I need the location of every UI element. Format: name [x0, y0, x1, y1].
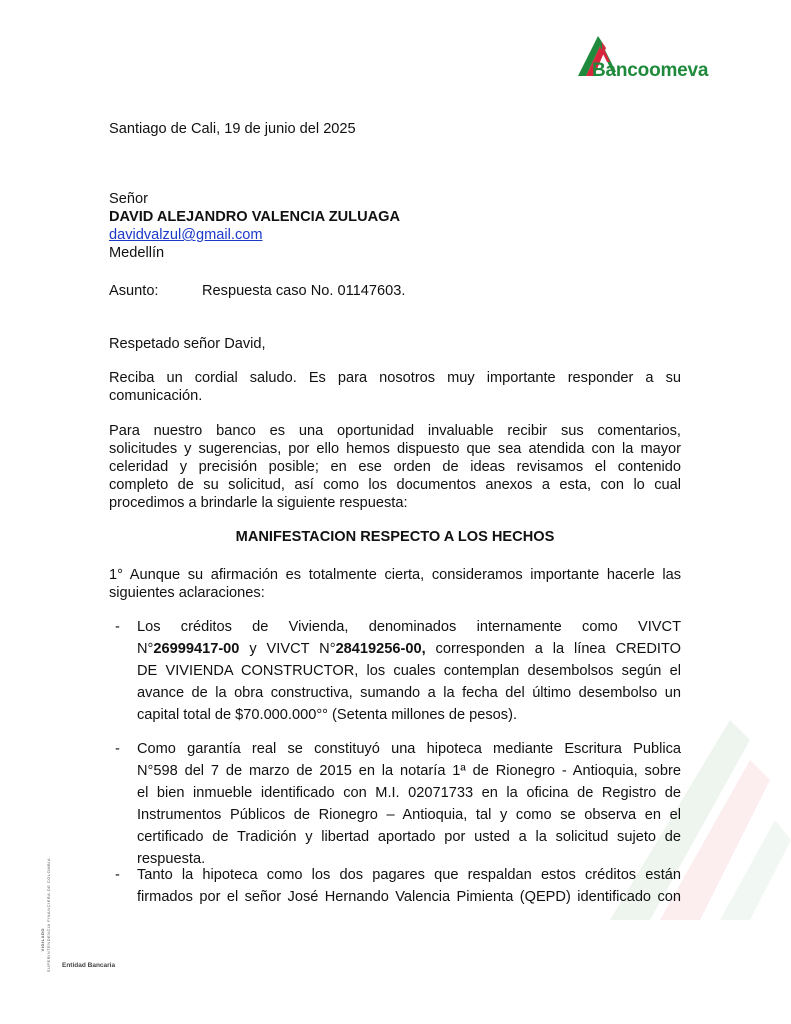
bullet-3 — [137, 864, 681, 908]
recipient-email-link[interactable]: davidvalzul@gmail.com — [109, 227, 263, 243]
text-line: DE VIVIENDA CONSTRUCTOR, los cuales contemplan desembolsos según el — [137, 663, 681, 679]
text-line: certificado de Tradición y libertad aportado por usted a la solicitud sujeto de — [137, 829, 681, 845]
text-line: el bien inmueble identificado con M.I. 02071733 en la oficina de Registro de — [137, 785, 681, 801]
bullet-dash: - — [115, 867, 120, 883]
text-line: N°598 del 7 de marzo de 2015 en la notaría 1ª de Rionegro - Antioquia, sobre — [137, 763, 681, 779]
text-fragment: y VIVCT N° — [239, 641, 336, 657]
greeting: Respetado señor David, — [109, 336, 266, 352]
text-line: comunicación. — [109, 388, 203, 404]
text-line: Instrumentos Públicos de Rionegro – Antioquia, tal y como se observa en el — [137, 807, 681, 823]
text-line — [137, 638, 681, 660]
bancoomeva-logo — [572, 32, 740, 84]
text-line: completo de su solicitud, así como los documentos anexos a esta, con lo cual — [109, 477, 681, 493]
bullet-dash: - — [115, 619, 120, 635]
bullet-2 — [137, 738, 681, 870]
vigilado-text: VIGILADO — [40, 928, 45, 952]
text-line: 1° Aunque su afirmación es totalmente cierta, consideramos importante hacerle las — [109, 567, 681, 583]
text-line: siguientes aclaraciones: — [109, 585, 265, 601]
text-line: avance de la obra constructiva, sumando a la fecha del último desembolso un — [137, 685, 681, 701]
bullet-dash: - — [115, 741, 120, 757]
text-line: firmados por el señor José Hernando Valencia Pimienta (QEPD) identificado con — [137, 889, 681, 905]
brand-name: Bancoomeva — [592, 60, 709, 81]
subject-text: Respuesta caso No. 01147603. — [202, 283, 406, 299]
text-line: Como garantía real se constituyó una hipoteca mediante Escritura Publica — [137, 741, 681, 757]
paragraph-1 — [109, 367, 681, 404]
recipient-name: DAVID ALEJANDRO VALENCIA ZULUAGA — [109, 209, 401, 225]
credit-number-1: 26999417-00 — [153, 641, 240, 657]
bullet-1 — [137, 616, 681, 726]
place-date: Santiago de Cali, 19 de junio del 2025 — [109, 121, 356, 137]
text-line: procedimos a brindarle la siguiente respuesta: — [109, 495, 408, 511]
salutation-title: Señor — [109, 191, 148, 207]
text-fragment: N° — [137, 641, 154, 657]
text-line: celeridad y precisión posible; en ese orden de ideas revisamos el contenido — [109, 459, 681, 475]
superintendencia-text: SUPERINTENDENCIA FINANCIERA DE COLOMBIA — [46, 858, 51, 973]
text-line: respuesta. — [137, 851, 206, 867]
text-line: Reciba un cordial saludo. Es para nosotros muy importante responder a su — [109, 370, 681, 386]
section-heading: MANIFESTACION RESPECTO A LOS HECHOS — [235, 529, 555, 545]
text-line: Tanto la hipoteca como los dos pagares que respaldan estos créditos están — [137, 867, 681, 883]
subject-label: Asunto: — [109, 283, 159, 299]
entidad-bancaria-label: Entidad Bancaria — [62, 962, 116, 969]
text-line: Los créditos de Vivienda, denominados internamente como VIVCT — [137, 619, 681, 635]
credit-number-2: 28419256-00, — [335, 641, 426, 657]
text-fragment: corresponden a la línea CREDITO — [425, 641, 681, 657]
text-line: Para nuestro banco es una oportunidad invaluable recibir sus comentarios, — [109, 423, 681, 439]
vigilado-mark — [40, 858, 54, 973]
text-line: capital total de $70.000.000°° (Setenta millones de pesos). — [137, 707, 518, 723]
recipient-city: Medellín — [109, 245, 165, 261]
text-line: solicitudes y sugerencias, por ello hemos dispuesto que sea atendida con la mayor — [109, 441, 681, 457]
